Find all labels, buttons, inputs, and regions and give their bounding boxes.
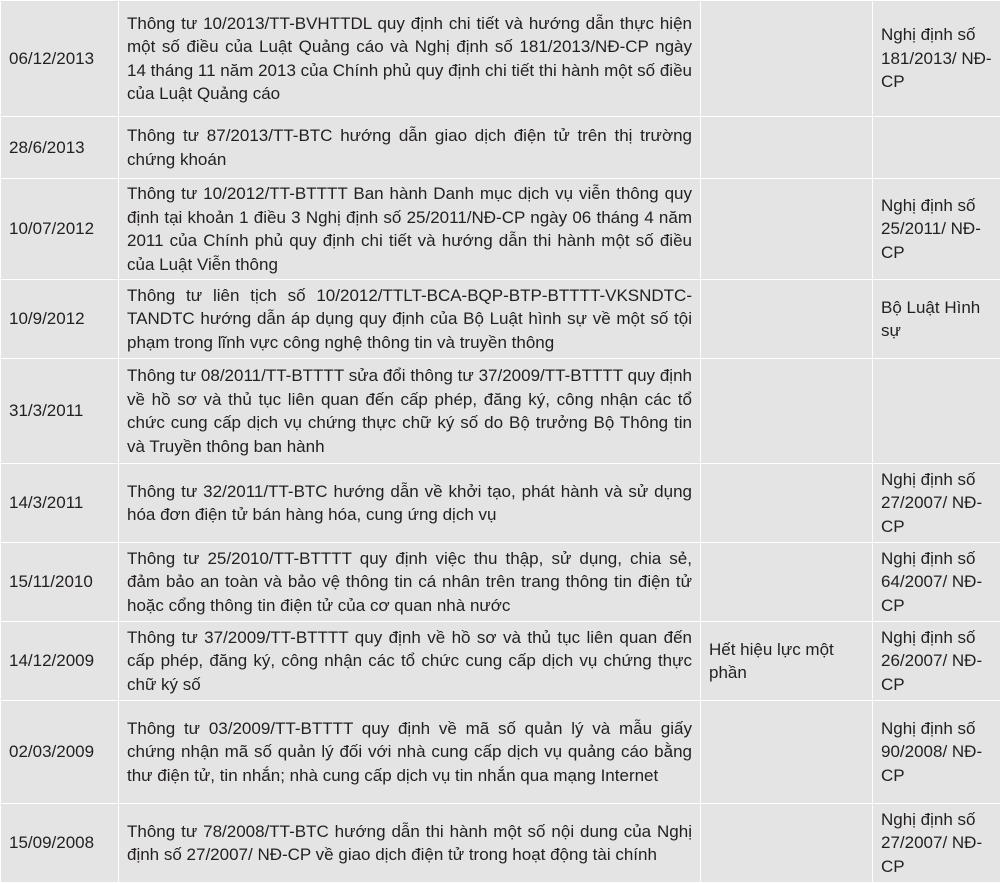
issue-date: 10/07/2012	[1, 179, 119, 280]
table-row	[1, 701, 1000, 804]
document-title: Thông tư 03/2009/TT-BTTTT quy định về mã số quản lý và mẫu giấy chứng nhận mã số quản lý đối với nhà cung cấp dịch vụ quảng cáo bằng thư điện tử, tin nhắn; nhà cung cấp dịch vụ tin nhắn qua mạng Internet	[119, 701, 701, 804]
table-row	[1, 117, 1000, 179]
document-title: Thông tư 10/2013/TT-BVHTTDL quy định chi tiết và hướng dẫn thực hiện một số điều của Luật Quảng cáo và Nghị định số 181/2013/NĐ-CP ngày 14 tháng 11 năm 2013 của Chính phủ quy định chi tiết thi hành một số điều của Luật Quảng cáo	[119, 1, 701, 117]
document-title: Thông tư 10/2012/TT-BTTTT Ban hành Danh mục dịch vụ viễn thông quy định tại khoản 1 điều 3 Nghị định số 25/2011/NĐ-CP ngày 06 tháng 4 năm 2011 của Chính phủ quy định chi tiết và hướng dẫn thi hành một số điều của Luật Viễn thông	[119, 179, 701, 280]
document-title: Thông tư 37/2009/TT-BTTTT quy định về hồ sơ và thủ tục liên quan đến cấp phép, đăng ký, công nhận các tổ chức cung cấp dịch vụ chứng thực chữ ký số	[119, 622, 701, 701]
table-row	[1, 804, 1000, 883]
document-title: Thông tư 25/2010/TT-BTTTT quy định việc thu thập, sử dụng, chia sẻ, đảm bảo an toàn và bảo vệ thông tin cá nhân trên trang thông tin điện tử hoặc cổng thông tin điện tử của cơ quan nhà nước	[119, 543, 701, 622]
document-title: Thông tư 87/2013/TT-BTC hướng dẫn giao dịch điện tử trên thị trường chứng khoán	[119, 117, 701, 179]
validity-status	[701, 359, 873, 464]
legal-basis	[873, 359, 1000, 464]
validity-status	[701, 280, 873, 359]
legal-basis: Nghị định số 181/2013/ NĐ-CP	[873, 1, 1000, 117]
document-title: Thông tư 08/2011/TT-BTTTT sửa đổi thông tư 37/2009/TT-BTTTT quy định về hồ sơ và thủ tục liên quan đến cấp phép, đăng ký, công nhận các tổ chức cung cấp dịch vụ chứng thực chữ ký số do Bộ trưởng Bộ Thông tin và Truyền thông ban hành	[119, 359, 701, 464]
validity-status	[701, 1, 873, 117]
legal-basis: Nghị định số 25/2011/ NĐ-CP	[873, 179, 1000, 280]
validity-status	[701, 179, 873, 280]
legal-basis: Nghị định số 64/2007/ NĐ-CP	[873, 543, 1000, 622]
table-row	[1, 280, 1000, 359]
table-row	[1, 1, 1000, 117]
issue-date: 14/3/2011	[1, 464, 119, 543]
legal-basis: Nghị định số 27/2007/ NĐ-CP	[873, 804, 1000, 883]
issue-date: 28/6/2013	[1, 117, 119, 179]
document-title: Thông tư 78/2008/TT-BTC hướng dẫn thi hành một số nội dung của Nghị định số 27/2007/ NĐ-CP về giao dịch điện tử trong hoạt động tài chính	[119, 804, 701, 883]
legal-basis: Bộ Luật Hình sự	[873, 280, 1000, 359]
table-row	[1, 543, 1000, 622]
issue-date: 31/3/2011	[1, 359, 119, 464]
validity-status	[701, 543, 873, 622]
issue-date: 02/03/2009	[1, 701, 119, 804]
issue-date: 15/09/2008	[1, 804, 119, 883]
legal-basis: Nghị định số 27/2007/ NĐ-CP	[873, 464, 1000, 543]
issue-date: 14/12/2009	[1, 622, 119, 701]
document-title: Thông tư 32/2011/TT-BTC hướng dẫn về khởi tạo, phát hành và sử dụng hóa đơn điện tử bán hàng hóa, cung ứng dịch vụ	[119, 464, 701, 543]
legal-basis: Nghị định số 90/2008/ NĐ-CP	[873, 701, 1000, 804]
table-row	[1, 622, 1000, 701]
document-title: Thông tư liên tịch số 10/2012/TTLT-BCA-BQP-BTP-BTTTT-VKSNDTC-TANDTC hướng dẫn áp dụng quy định của Bộ Luật hình sự về một số tội phạm trong lĩnh vực công nghệ thông tin và truyền thông	[119, 280, 701, 359]
issue-date: 15/11/2010	[1, 543, 119, 622]
issue-date: 10/9/2012	[1, 280, 119, 359]
issue-date: 06/12/2013	[1, 1, 119, 117]
validity-status: Hết hiệu lực một phần	[701, 622, 873, 701]
table-row	[1, 464, 1000, 543]
validity-status	[701, 464, 873, 543]
table-row	[1, 359, 1000, 464]
legal-basis: Nghị định số 26/2007/ NĐ-CP	[873, 622, 1000, 701]
validity-status	[701, 804, 873, 883]
table-row	[1, 179, 1000, 280]
validity-status	[701, 117, 873, 179]
legal-basis	[873, 117, 1000, 179]
validity-status	[701, 701, 873, 804]
